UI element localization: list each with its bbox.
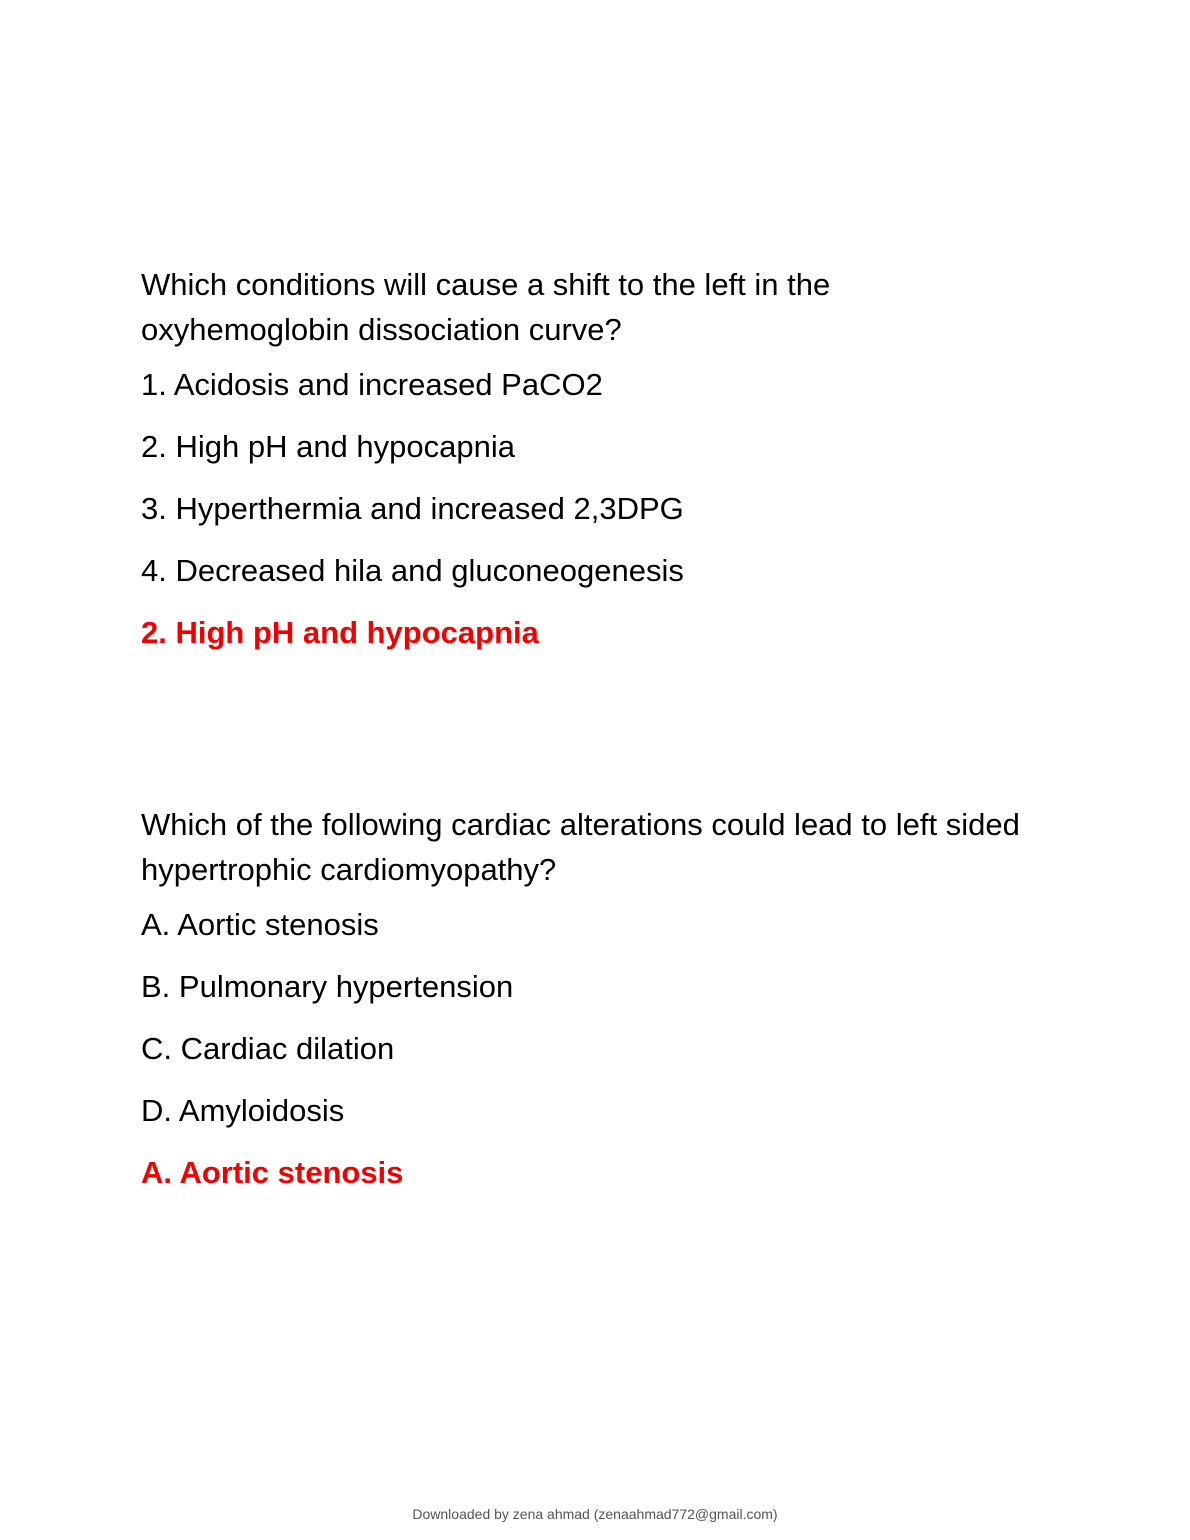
answer-text: 2. High pH and hypocapnia <box>141 615 539 650</box>
option-b: B. Pulmonary hypertension <box>141 969 514 1004</box>
option-2: 2. High pH and hypocapnia <box>141 429 515 464</box>
option-c: C. Cardiac dilation <box>141 1031 395 1066</box>
option-a: A. Aortic stenosis <box>141 907 379 942</box>
question-block-1 <box>141 262 1041 655</box>
answer-text: A. Aortic stenosis <box>141 1155 404 1190</box>
option-1: 1. Acidosis and increased PaCO2 <box>141 367 603 402</box>
option-4: 4. Decreased hila and gluconeogenesis <box>141 553 684 588</box>
question-text: Which conditions will cause a shift to the left in the oxyhemoglobin dissociation curve? <box>141 267 831 347</box>
option-3: 3. Hyperthermia and increased 2,3DPG <box>141 491 684 526</box>
option-d: D. Amyloidosis <box>141 1093 345 1128</box>
question-block-2 <box>141 802 1041 1195</box>
download-footer: Downloaded by zena ahmad (zenaahmad772@gmail.com) <box>412 1506 778 1522</box>
question-text: Which of the following cardiac alterations could lead to left sided hypertrophic cardiomyopathy? <box>141 807 1020 887</box>
